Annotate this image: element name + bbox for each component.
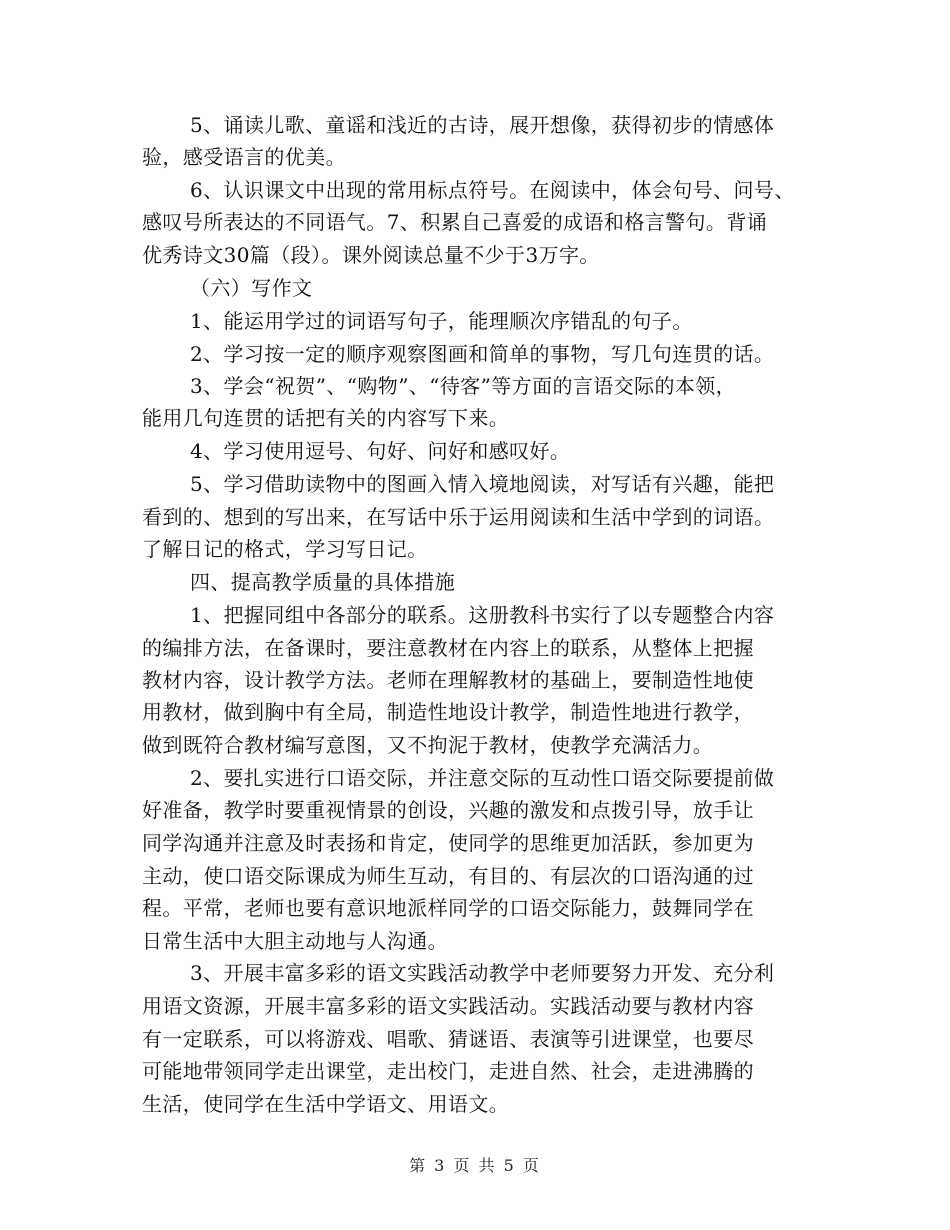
text-line: 的编排方法，在备课时，要注意教材在内容上的联系，从整体上把握 bbox=[142, 636, 754, 660]
text-line: 主动，使口语交际课成为师生互动，有目的、有层次的口语沟通的过 bbox=[142, 864, 754, 888]
text-line: 能用几句连贯的话把有关的内容写下来。 bbox=[142, 406, 510, 430]
text-line: 4、学习使用逗号、句好、问好和感叹好。 bbox=[190, 439, 571, 463]
text-line: 同学沟通并注意及时表扬和肯定，使同学的思维更加活跃，参加更为 bbox=[142, 831, 754, 855]
text-line: 1、能运用学过的词语写句子，能理顺次序错乱的句子。 bbox=[190, 309, 693, 333]
text-line: 用语文资源，开展丰富多彩的语文实践活动。实践活动要与教材内容 bbox=[142, 994, 754, 1018]
text-line: 生活，使同学在生活中学语文、用语文。 bbox=[142, 1092, 510, 1116]
text-line: 2、学习按一定的顺序观察图画和简单的事物，写几句连贯的话。 bbox=[190, 342, 775, 366]
text-line: 3、开展丰富多彩的语文实践活动教学中老师要努力开发、充分利 bbox=[190, 961, 775, 985]
text-line: 看到的、想到的写出来，在写话中乐于运用阅读和生活中学到的词语。 bbox=[142, 505, 775, 529]
text-line: 5、诵读儿歌、童谣和浅近的古诗，展开想像，获得初步的情感体 bbox=[190, 113, 775, 137]
text-line: 程。平常，老师也要有意识地派样同学的口语交际能力，鼓舞同学在 bbox=[142, 896, 754, 920]
text-line: 5、学习借助读物中的图画入情入境地阅读，对写话有兴趣，能把 bbox=[190, 472, 775, 496]
text-line: 好准备，教学时要重视情景的创设，兴趣的激发和点拨引导，放手让 bbox=[142, 798, 754, 822]
text-line: 验，感受语言的优美。 bbox=[142, 145, 346, 169]
text-line: 2、要扎实进行口语交际，并注意交际的互动性口语交际要提前做 bbox=[190, 766, 775, 790]
text-line: 了解日记的格式，学习写日记。 bbox=[142, 537, 428, 561]
text-line: 优秀诗文30篇（段）。课外阅读总量不少于3万字。 bbox=[142, 243, 600, 267]
text-line: 6、认识课文中出现的常用标点符号。在阅读中，体会句号、问号、 bbox=[190, 178, 795, 202]
section-heading: （六）写作文 bbox=[190, 276, 313, 300]
text-line: 做到既符合教材编写意图，又不拘泥于教材，使教学充满活力。 bbox=[142, 733, 714, 757]
text-line: 教材内容，设计教学方法。老师在理解教材的基础上，要制造性地使 bbox=[142, 668, 754, 692]
section-heading: 四、提高教学质量的具体措施 bbox=[190, 570, 456, 594]
text-line: 1、把握同组中各部分的联系。这册教科书实行了以专题整合内容 bbox=[190, 603, 775, 627]
text-line: 有一定联系，可以将游戏、唱歌、猜谜语、表演等引进课堂，也要尽 bbox=[142, 1027, 754, 1051]
text-line: 感叹号所表达的不同语气。7、积累自己喜爱的成语和格言警句。背诵 bbox=[142, 210, 768, 234]
text-line: 可能地带领同学走出课堂，走出校门，走进自然、社会，走进沸腾的 bbox=[142, 1059, 754, 1083]
text-line: 用教材，做到胸中有全局，制造性地设计教学，制造性地进行教学， bbox=[142, 700, 754, 724]
text-line: 3、学会“祝贺”、“购物”、“待客”等方面的言语交际的本领， bbox=[190, 374, 737, 398]
text-line: 日常生活中大胆主动地与人沟通。 bbox=[142, 929, 448, 953]
page-number-footer: 第 3 页 共 5 页 bbox=[409, 1156, 541, 1175]
